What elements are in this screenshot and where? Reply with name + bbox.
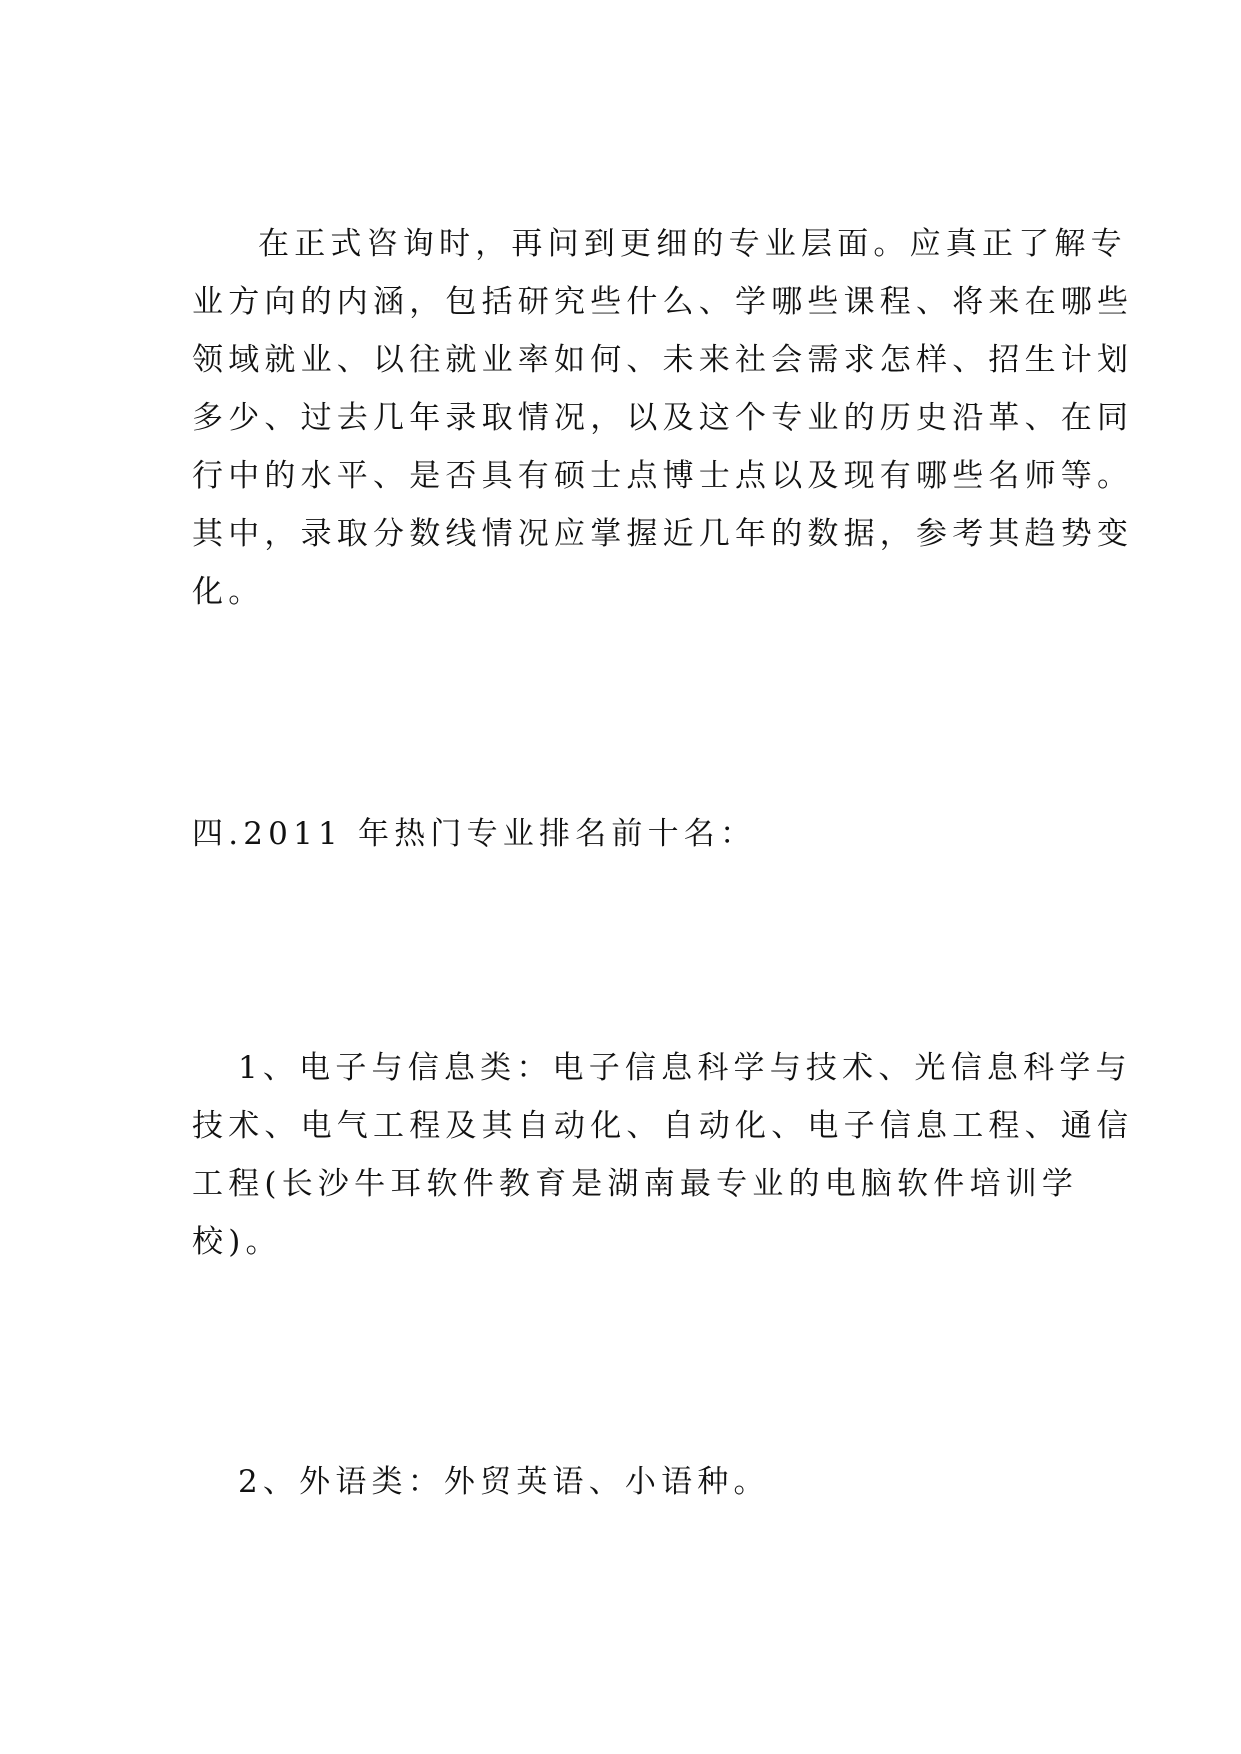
intro-paragraph-line: 多少、过去几年录取情况，以及这个专业的历史沿革、在同 [192,400,1134,436]
item-1-line: 校)。 [192,1224,282,1260]
section-heading: 四.2011 年热门专业排名前十名： [192,816,757,852]
item-1-line: 工程(长沙牛耳软件教育是湖南最专业的电脑软件培训学 [192,1166,1079,1202]
intro-paragraph-line: 在正式咨询时，再问到更细的专业层面。应真正了解专 [258,226,1127,262]
intro-paragraph-line: 行中的水平、是否具有硕士点博士点以及现有哪些名师等。 [192,458,1134,494]
intro-paragraph-line: 领域就业、以往就业率如何、未来社会需求怎样、招生计划 [192,342,1134,378]
item-2-line: 2、外语类：外贸英语、小语种。 [238,1464,770,1500]
intro-paragraph-line: 业方向的内涵，包括研究些什么、学哪些课程、将来在哪些 [192,284,1134,320]
item-1-line: 技术、电气工程及其自动化、自动化、电子信息工程、通信 [192,1108,1134,1144]
intro-paragraph-line: 化。 [192,574,265,610]
intro-paragraph-line: 其中，录取分数线情况应掌握近几年的数据，参考其趋势变 [192,516,1134,552]
item-1-line: 1、电子与信息类：电子信息科学与技术、光信息科学与 [238,1050,1132,1086]
